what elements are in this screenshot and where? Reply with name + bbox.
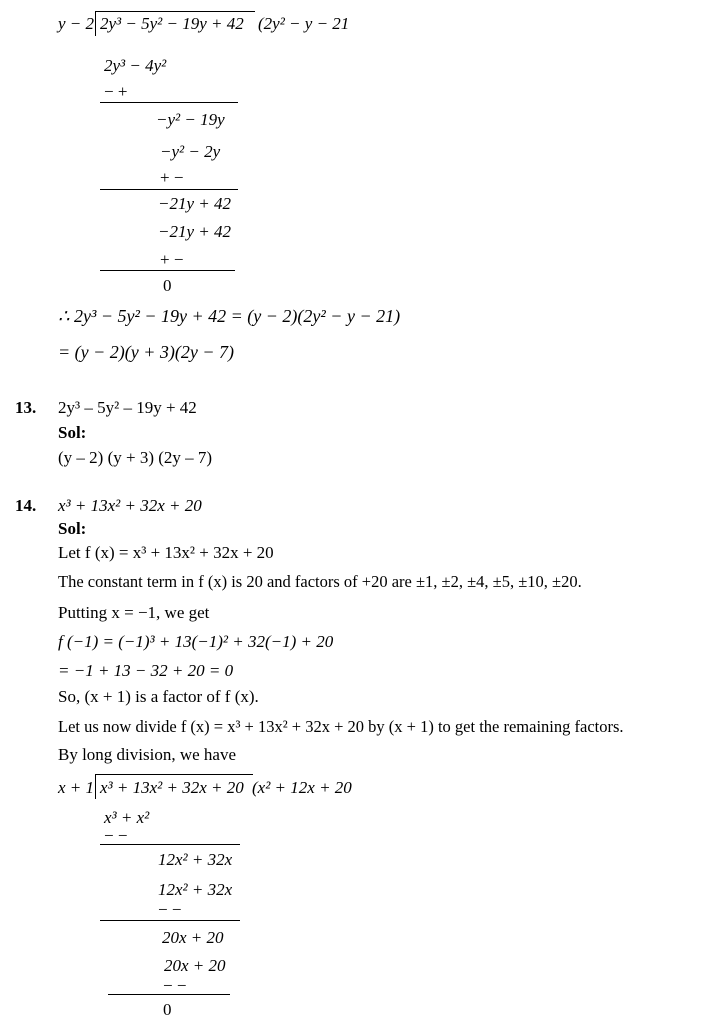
div1-rule1 [100, 102, 238, 103]
div1-step2: −y² − 2y [160, 142, 221, 161]
div1-dividend: 2y³ − 5y² − 19y + 42 [100, 14, 244, 33]
div2-bracket [95, 775, 96, 799]
div2-step1: x³ + x² [104, 808, 150, 827]
div1-bracket [95, 12, 96, 36]
q14-so: So, (x + 1) is a factor of f (x). [58, 687, 259, 706]
div1-step1: 2y³ − 4y² [104, 56, 167, 75]
div1-overline [95, 11, 255, 12]
div2-rem1: 12x² + 32x [158, 850, 233, 869]
div1-sign3: + − [160, 250, 184, 269]
div1-sign2: + − [160, 168, 184, 187]
div2-sign2: − − [158, 900, 182, 919]
q14-divide: Let us now divide f (x) = x³ + 13x² + 32x + 20 by (x + 1) to get the remaining factors. [58, 717, 624, 736]
q13-number: 13. [15, 398, 37, 417]
q13-answer: (y – 2) (y + 3) (2y – 7) [58, 448, 213, 467]
div2-step2: 12x² + 32x [158, 880, 233, 899]
q14-sol-label: Sol: [58, 519, 87, 538]
q14-eval2: = −1 + 13 − 32 + 20 = 0 [58, 661, 234, 680]
q13-expression: 2y³ – 5y² – 19y + 42 [58, 398, 197, 417]
div1-rem3: 0 [163, 276, 172, 295]
q14-constant: The constant term in f (x) is 20 and factors of +20 are ±1, ±2, ±4, ±5, ±10, ±20. [58, 572, 582, 591]
div1-step3: −21y + 42 [158, 222, 231, 241]
div2-rem3: 0 [163, 1000, 172, 1019]
div1-therefore1: ∴ 2y³ − 5y² − 19y + 42 = (y − 2)(2y² − y − 21) [58, 306, 401, 326]
div2-quotient: (x² + 12x + 20 [252, 778, 352, 797]
div2-divisor: x + 1 [58, 778, 95, 797]
q14-putting: Putting x = −1, we get [58, 603, 210, 622]
q14-expression: x³ + 13x² + 32x + 20 [58, 496, 202, 515]
q14-number: 14. [15, 496, 37, 515]
div2-sign1: − − [104, 826, 128, 845]
div2-rule1 [100, 844, 240, 845]
div2-step3: 20x + 20 [164, 956, 226, 975]
div1-sign1: − + [104, 82, 128, 101]
q13-sol-label: Sol: [58, 423, 87, 442]
div1-rem1: −y² − 19y [156, 110, 225, 129]
div2-overline [95, 774, 253, 775]
div1-rule3 [100, 270, 235, 271]
div2-rule2 [100, 920, 240, 921]
div2-dividend: x³ + 13x² + 32x + 20 [100, 778, 244, 797]
div2-rule3 [108, 994, 230, 995]
div2-rem2: 20x + 20 [162, 928, 224, 947]
q14-eval1: f (−1) = (−1)³ + 13(−1)² + 32(−1) + 20 [58, 632, 334, 651]
div1-therefore2: = (y − 2)(y + 3)(2y − 7) [58, 342, 235, 362]
div1-quotient: (2y² − y − 21 [258, 14, 350, 33]
q14-let: Let f (x) = x³ + 13x² + 32x + 20 [58, 543, 274, 562]
div2-sign3: − − [163, 976, 187, 995]
div1-rule2 [100, 189, 238, 190]
div1-rem2: −21y + 42 [158, 194, 231, 213]
q14-by-long: By long division, we have [58, 745, 237, 764]
div1-divisor: y − 2 [58, 14, 95, 33]
